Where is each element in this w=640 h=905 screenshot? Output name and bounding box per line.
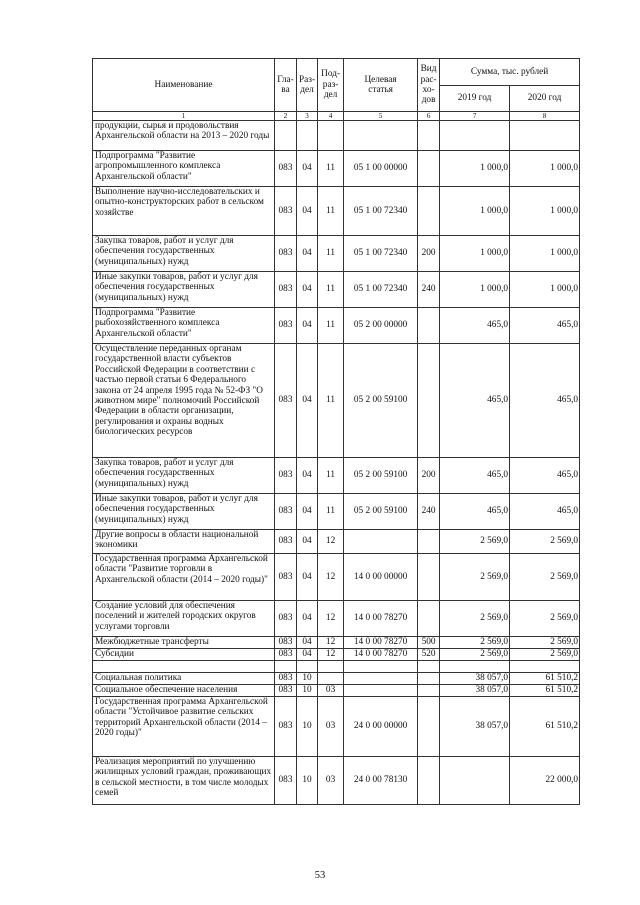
- row-sum-2019: 2 569,0: [440, 601, 510, 637]
- row-target-article: 05 1 00 00000: [344, 151, 418, 187]
- row-sum-2020: 2 569,0: [510, 530, 580, 554]
- row-subsection: 11: [318, 494, 344, 530]
- table-row: [93, 121, 580, 151]
- column-number: 2: [275, 112, 297, 121]
- row-expense-type: 240: [418, 494, 440, 530]
- table-row: [93, 637, 580, 649]
- row-target-article: 24 0 00 78130: [344, 757, 418, 805]
- table-row: [93, 530, 580, 554]
- row-subsection: 11: [318, 458, 344, 494]
- row-chapter: 083: [275, 637, 297, 649]
- row-sum-2020: 465,0: [510, 308, 580, 344]
- row-sum-2020: 2 569,0: [510, 554, 580, 601]
- row-name: Реализация мероприятий по улучшению жилищных условий граждан, проживающих в сельской местности, в том числе молодых семей: [93, 757, 275, 805]
- row-subsection: 11: [318, 151, 344, 187]
- row-name: Закупка товаров, работ и услуг для обеспечения государственных (муниципальных) нужд: [93, 458, 275, 494]
- row-target-article: 14 0 00 78270: [344, 601, 418, 637]
- row-target-article: 24 0 00 00000: [344, 697, 418, 757]
- column-number: 3: [297, 112, 318, 121]
- row-name: Иные закупки товаров, работ и услуг для обеспечения государственных (муниципальных) нужд: [93, 272, 275, 308]
- row-section: 04: [297, 151, 318, 187]
- row-subsection: 12: [318, 637, 344, 649]
- column-number: 8: [510, 112, 580, 121]
- row-section: 04: [297, 187, 318, 236]
- row-chapter: [275, 121, 297, 151]
- row-expense-type: [418, 308, 440, 344]
- header-podrazdel: Под- раз- дел: [318, 59, 344, 112]
- row-target-article: 14 0 00 78270: [344, 649, 418, 661]
- row-target-article: [344, 673, 418, 685]
- row-section: 04: [297, 554, 318, 601]
- row-name: Социальная политика: [93, 673, 275, 685]
- table-row: [93, 649, 580, 661]
- table-row: [93, 151, 580, 187]
- row-sum-2020: 61 510,2: [510, 673, 580, 685]
- table-row: [93, 661, 580, 673]
- row-expense-type: 240: [418, 272, 440, 308]
- row-chapter: [275, 661, 297, 673]
- row-chapter: 083: [275, 757, 297, 805]
- row-name: Государственная программа Архангельской области "Устойчивое развитие сельских территорий Архангельской области (2014 – 2020 годы)": [93, 697, 275, 757]
- row-section: 04: [297, 272, 318, 308]
- row-name: Иные закупки товаров, работ и услуг для обеспечения государственных (муниципальных) нужд: [93, 494, 275, 530]
- row-chapter: 083: [275, 530, 297, 554]
- row-sum-2020: 465,0: [510, 344, 580, 458]
- row-expense-type: [418, 673, 440, 685]
- page-number: 53: [314, 870, 326, 881]
- row-target-article: 14 0 00 00000: [344, 554, 418, 601]
- row-expense-type: [418, 151, 440, 187]
- table-row: [93, 673, 580, 685]
- row-name: продукции, сырья и продовольствия Архангельской области на 2013 – 2020 годы: [93, 121, 275, 151]
- row-name: Выполнение научно-исследовательских и опытно-конструкторских работ в сельском хозяйстве: [93, 187, 275, 236]
- row-name: Другие вопросы в области национальной экономики: [93, 530, 275, 554]
- table-body: [93, 112, 580, 805]
- row-subsection: 11: [318, 308, 344, 344]
- header-vid: Вид рас- хо- дов: [418, 59, 440, 112]
- row-sum-2020: 465,0: [510, 494, 580, 530]
- row-target-article: 05 1 00 72340: [344, 236, 418, 272]
- header-razdel: Раз- дел: [297, 59, 318, 112]
- row-chapter: 083: [275, 458, 297, 494]
- table-row: [93, 697, 580, 757]
- table-row: [93, 272, 580, 308]
- row-sum-2019: 465,0: [440, 494, 510, 530]
- row-name: Социальное обеспечение населения: [93, 685, 275, 697]
- row-sum-2019: 2 569,0: [440, 530, 510, 554]
- header-target: Целевая статья: [344, 59, 418, 112]
- row-target-article: 05 2 00 59100: [344, 344, 418, 458]
- table-row: [93, 458, 580, 494]
- row-target-article: [344, 661, 418, 673]
- header-sum: Сумма, тыс. рублей: [440, 59, 580, 86]
- table-row: [93, 757, 580, 805]
- row-section: 10: [297, 673, 318, 685]
- row-expense-type: [418, 187, 440, 236]
- row-chapter: 083: [275, 649, 297, 661]
- row-subsection: [318, 121, 344, 151]
- row-name: Подпрограмма "Развитие агропромышленного комплекса Архангельской области": [93, 151, 275, 187]
- row-name: Осуществление переданных органам государственной власти субъектов Российской Федерации в соответствии с частью первой статьи 6 Федерального закона от 24 апреля 1995 года № 52-ФЗ "О животном мире" полномочий Российской Федерации в области организации, регулирования и охраны водных биологических ресурсов: [93, 344, 275, 458]
- column-number: 6: [418, 112, 440, 121]
- row-sum-2019: [440, 661, 510, 673]
- row-subsection: 11: [318, 272, 344, 308]
- row-target-article: 05 1 00 72340: [344, 187, 418, 236]
- row-section: [297, 661, 318, 673]
- row-expense-type: 500: [418, 637, 440, 649]
- header-2020: 2020 год: [510, 86, 580, 112]
- row-sum-2020: 2 569,0: [510, 601, 580, 637]
- row-name: Государственная программа Архангельской области "Развитие торговли в Архангельской области (2014 – 2020 годы)": [93, 554, 275, 601]
- column-number: 5: [344, 112, 418, 121]
- row-chapter: 083: [275, 554, 297, 601]
- table-row: [93, 601, 580, 637]
- row-sum-2020: 1 000,0: [510, 187, 580, 236]
- row-target-article: 05 1 00 72340: [344, 272, 418, 308]
- row-section: 04: [297, 236, 318, 272]
- row-section: 04: [297, 494, 318, 530]
- row-chapter: 083: [275, 685, 297, 697]
- table-row: [93, 236, 580, 272]
- row-section: 10: [297, 685, 318, 697]
- row-sum-2020: 2 569,0: [510, 637, 580, 649]
- row-section: 04: [297, 308, 318, 344]
- row-section: 10: [297, 697, 318, 757]
- table-row: [93, 344, 580, 458]
- row-sum-2019: 1 000,0: [440, 187, 510, 236]
- row-subsection: 11: [318, 187, 344, 236]
- row-section: 04: [297, 530, 318, 554]
- row-subsection: 03: [318, 697, 344, 757]
- row-chapter: 083: [275, 236, 297, 272]
- row-sum-2019: 38 057,0: [440, 685, 510, 697]
- row-name: Создание условий для обеспечения поселений и жителей городских округов услугами торговли: [93, 601, 275, 637]
- row-chapter: 083: [275, 673, 297, 685]
- row-chapter: 083: [275, 344, 297, 458]
- table-row: [93, 187, 580, 236]
- row-target-article: [344, 530, 418, 554]
- row-name: Субсидии: [93, 649, 275, 661]
- row-target-article: 14 0 00 78270: [344, 637, 418, 649]
- row-expense-type: [418, 530, 440, 554]
- row-subsection: 12: [318, 530, 344, 554]
- row-name: Закупка товаров, работ и услуг для обеспечения государственных (муниципальных) нужд: [93, 236, 275, 272]
- row-sum-2020: 2 569,0: [510, 649, 580, 661]
- column-number: 4: [318, 112, 344, 121]
- row-section: 04: [297, 344, 318, 458]
- row-subsection: 12: [318, 554, 344, 601]
- row-sum-2019: 465,0: [440, 344, 510, 458]
- row-expense-type: 200: [418, 458, 440, 494]
- row-name: Подпрограмма "Развитие рыбохозяйственного комплекса Архангельской области": [93, 308, 275, 344]
- row-sum-2020: 1 000,0: [510, 151, 580, 187]
- row-sum-2020: 61 510,2: [510, 697, 580, 757]
- row-sum-2020: 61 510,2: [510, 685, 580, 697]
- row-target-article: 05 2 00 59100: [344, 458, 418, 494]
- row-target-article: 05 2 00 59100: [344, 494, 418, 530]
- row-section: 10: [297, 757, 318, 805]
- row-sum-2019: 2 569,0: [440, 637, 510, 649]
- row-subsection: 11: [318, 344, 344, 458]
- table-row: [93, 685, 580, 697]
- header-2019: 2019 год: [440, 86, 510, 112]
- header-name: Наименование: [93, 59, 275, 112]
- row-section: 04: [297, 601, 318, 637]
- row-expense-type: [418, 554, 440, 601]
- table-row: [93, 554, 580, 601]
- row-sum-2020: 1 000,0: [510, 272, 580, 308]
- row-expense-type: [418, 344, 440, 458]
- row-sum-2019: 38 057,0: [440, 673, 510, 685]
- column-numbers-row: [93, 112, 580, 121]
- row-expense-type: 520: [418, 649, 440, 661]
- row-sum-2019: 465,0: [440, 308, 510, 344]
- column-number: 7: [440, 112, 510, 121]
- row-target-article: [344, 121, 418, 151]
- row-sum-2019: 1 000,0: [440, 272, 510, 308]
- row-expense-type: [418, 697, 440, 757]
- row-sum-2019: [440, 757, 510, 805]
- row-subsection: [318, 661, 344, 673]
- row-target-article: [344, 685, 418, 697]
- row-sum-2020: [510, 661, 580, 673]
- row-sum-2019: 1 000,0: [440, 151, 510, 187]
- row-sum-2019: 1 000,0: [440, 236, 510, 272]
- row-subsection: 11: [318, 236, 344, 272]
- row-expense-type: [418, 757, 440, 805]
- row-expense-type: [418, 661, 440, 673]
- row-section: 04: [297, 637, 318, 649]
- row-subsection: 12: [318, 649, 344, 661]
- row-chapter: 083: [275, 494, 297, 530]
- row-name: [93, 661, 275, 673]
- row-subsection: 12: [318, 601, 344, 637]
- row-sum-2019: 38 057,0: [440, 697, 510, 757]
- row-chapter: 083: [275, 272, 297, 308]
- row-subsection: 03: [318, 757, 344, 805]
- row-sum-2020: 465,0: [510, 458, 580, 494]
- table-header: [93, 59, 580, 112]
- header-glava: Гла- ва: [275, 59, 297, 112]
- table-row: [93, 308, 580, 344]
- row-expense-type: [418, 121, 440, 151]
- row-sum-2020: [510, 121, 580, 151]
- budget-table: [92, 58, 580, 805]
- row-section: [297, 121, 318, 151]
- row-section: 04: [297, 649, 318, 661]
- row-expense-type: [418, 601, 440, 637]
- row-subsection: 03: [318, 685, 344, 697]
- row-chapter: 083: [275, 308, 297, 344]
- row-sum-2019: 2 569,0: [440, 649, 510, 661]
- row-target-article: 05 2 00 00000: [344, 308, 418, 344]
- row-chapter: 083: [275, 187, 297, 236]
- row-sum-2020: 22 000,0: [510, 757, 580, 805]
- row-chapter: 083: [275, 601, 297, 637]
- row-sum-2020: 1 000,0: [510, 236, 580, 272]
- row-subsection: [318, 673, 344, 685]
- row-section: 04: [297, 458, 318, 494]
- row-name: Межбюджетные трансферты: [93, 637, 275, 649]
- row-expense-type: [418, 685, 440, 697]
- row-sum-2019: 2 569,0: [440, 554, 510, 601]
- row-chapter: 083: [275, 151, 297, 187]
- row-sum-2019: 465,0: [440, 458, 510, 494]
- column-number: 1: [93, 112, 275, 121]
- row-chapter: 083: [275, 697, 297, 757]
- table-row: [93, 494, 580, 530]
- row-sum-2019: [440, 121, 510, 151]
- row-expense-type: 200: [418, 236, 440, 272]
